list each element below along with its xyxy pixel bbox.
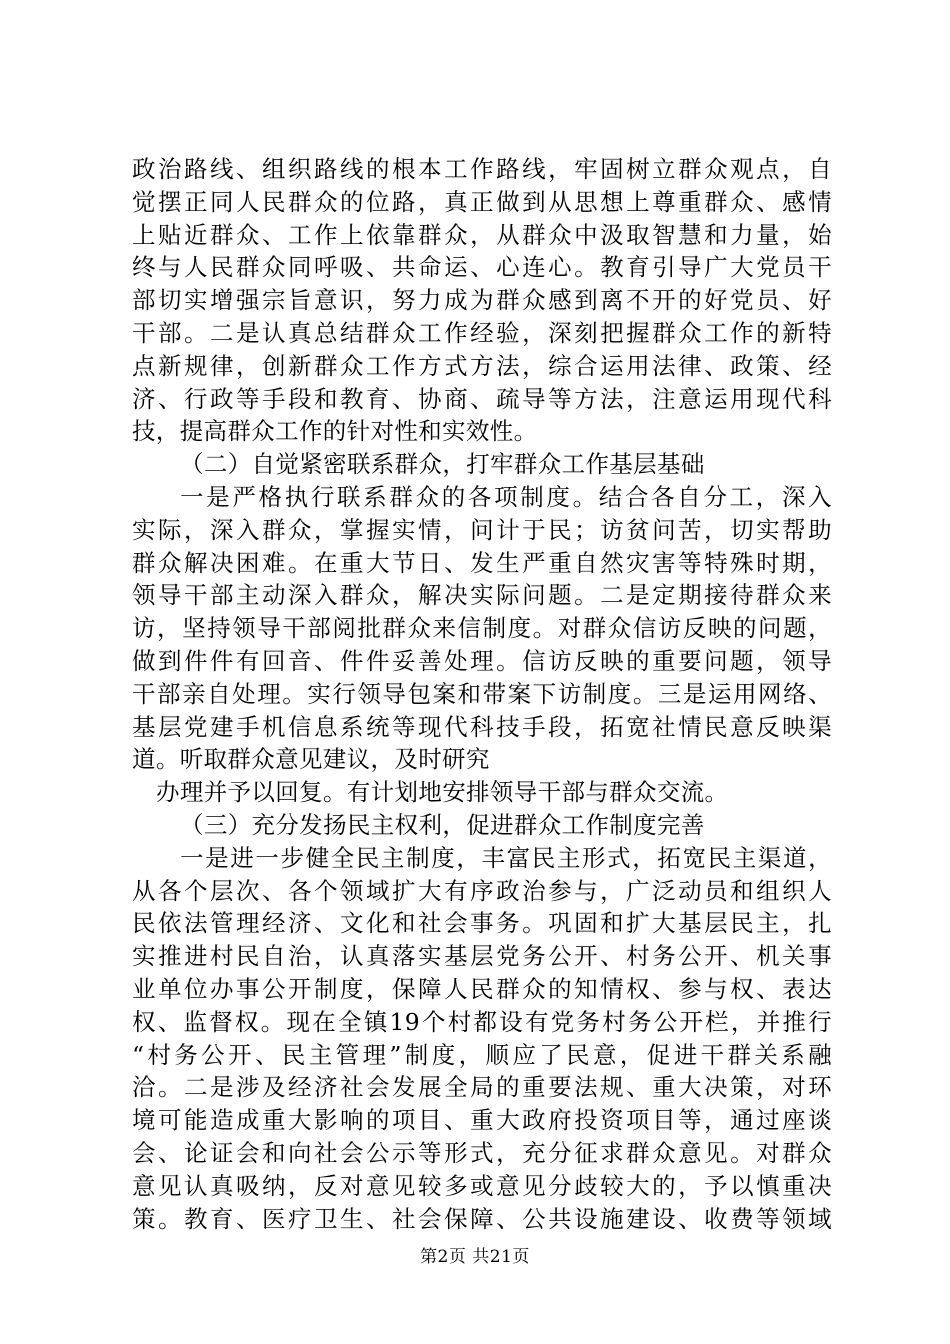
body-line: 基层党建手机信息系统等现代科技手段，拓宽社情民意反映渠 xyxy=(132,712,832,741)
body-line: 一是进一步健全民主制度，丰富民主形式，拓宽民主渠道， xyxy=(180,843,832,872)
body-line: 济、行政等手段和教育、协商、疏导等方法，注意运用现代科 xyxy=(132,384,832,413)
body-line: 访，坚持领导干部阅批群众来信制度。对群众信访反映的问题， xyxy=(132,614,832,643)
body-line: 从各个层次、各个领域扩大有序政治参与，广泛动员和组织人 xyxy=(132,876,832,905)
body-line: 政治路线、组织路线的根本工作路线，牢固树立群众观点，自 xyxy=(132,155,832,183)
body-line: 洽。二是涉及经济社会发展全局的重要法规、重大决策，对环 xyxy=(132,1073,832,1102)
body-line: 意见认真吸纳，反对意见较多或意见分歧较大的，予以慎重决 xyxy=(132,1171,832,1200)
body-line: 做到件件有回音、件件妥善处理。信访反映的重要问题，领导 xyxy=(132,646,832,675)
body-line: 群众解决困难。在重大节日、发生严重自然灾害等特殊时期， xyxy=(132,548,832,577)
body-line: 上贴近群众、工作上依靠群众，从群众中汲取智慧和力量，始 xyxy=(132,220,832,249)
body-line: 实际，深入群众，掌握实情，问计于民；访贫问苦，切实帮助 xyxy=(132,515,832,544)
body-line: 权、监督权。现在全镇19个村都设有党务村务公开栏，并推行 xyxy=(132,1007,832,1036)
body-line: 干部亲自处理。实行领导包案和带案下访制度。三是运用网络、 xyxy=(132,679,832,708)
document-body xyxy=(132,153,832,1235)
body-line: 领导干部主动深入群众，解决实际问题。二是定期接待群众来 xyxy=(132,581,832,610)
body-line: 会、论证会和向社会公示等形式，充分征求群众意见。对群众 xyxy=(132,1138,832,1167)
body-line: 实推进村民自治，认真落实基层党务公开、村务公开、机关事 xyxy=(132,942,832,971)
body-line: 道。听取群众意见建议，及时研究 xyxy=(132,745,490,774)
body-line: 业单位办事公开制度，保障人民群众的知情权、参与权、表达 xyxy=(132,974,832,1003)
body-line: 干部。二是认真总结群众工作经验，深刻把握群众工作的新特 xyxy=(132,318,832,347)
page-number: 第2页 共21页 xyxy=(420,1247,530,1267)
body-line: 民依法管理经济、文化和社会事务。巩固和扩大基层民主，扎 xyxy=(132,909,832,938)
body-line: 部切实增强宗旨意识，努力成为群众感到离不开的好党员、好 xyxy=(132,286,832,315)
body-line: 技，提高群众工作的针对性和实效性。 xyxy=(132,417,538,446)
section-heading: （三）充分发扬民主权利，促进群众工作制度完善 xyxy=(180,810,705,839)
body-line: 办理并予以回复。有计划地安排领导干部与群众交流。 xyxy=(156,778,729,807)
section-heading: （二）自觉紧密联系群众，打牢群众工作基层基础 xyxy=(180,450,705,479)
body-line: “村务公开、民主管理”制度，顺应了民意，促进干群关系融 xyxy=(132,1040,832,1069)
body-line: 境可能造成重大影响的项目、重大政府投资项目等，通过座谈 xyxy=(132,1106,832,1135)
body-line: 策。教育、医疗卫生、社会保障、公共设施建设、收费等领域 xyxy=(132,1204,832,1233)
body-line: 终与人民群众同呼吸、共命运、心连心。教育引导广大党员干 xyxy=(132,253,832,282)
body-line: 一是严格执行联系群众的各项制度。结合各自分工，深入 xyxy=(180,482,832,511)
body-line: 觉摆正同人民群众的位路，真正做到从思想上尊重群众、感情 xyxy=(132,187,832,216)
body-line: 点新规律，创新群众工作方式方法，综合运用法律、政策、经 xyxy=(132,351,832,380)
